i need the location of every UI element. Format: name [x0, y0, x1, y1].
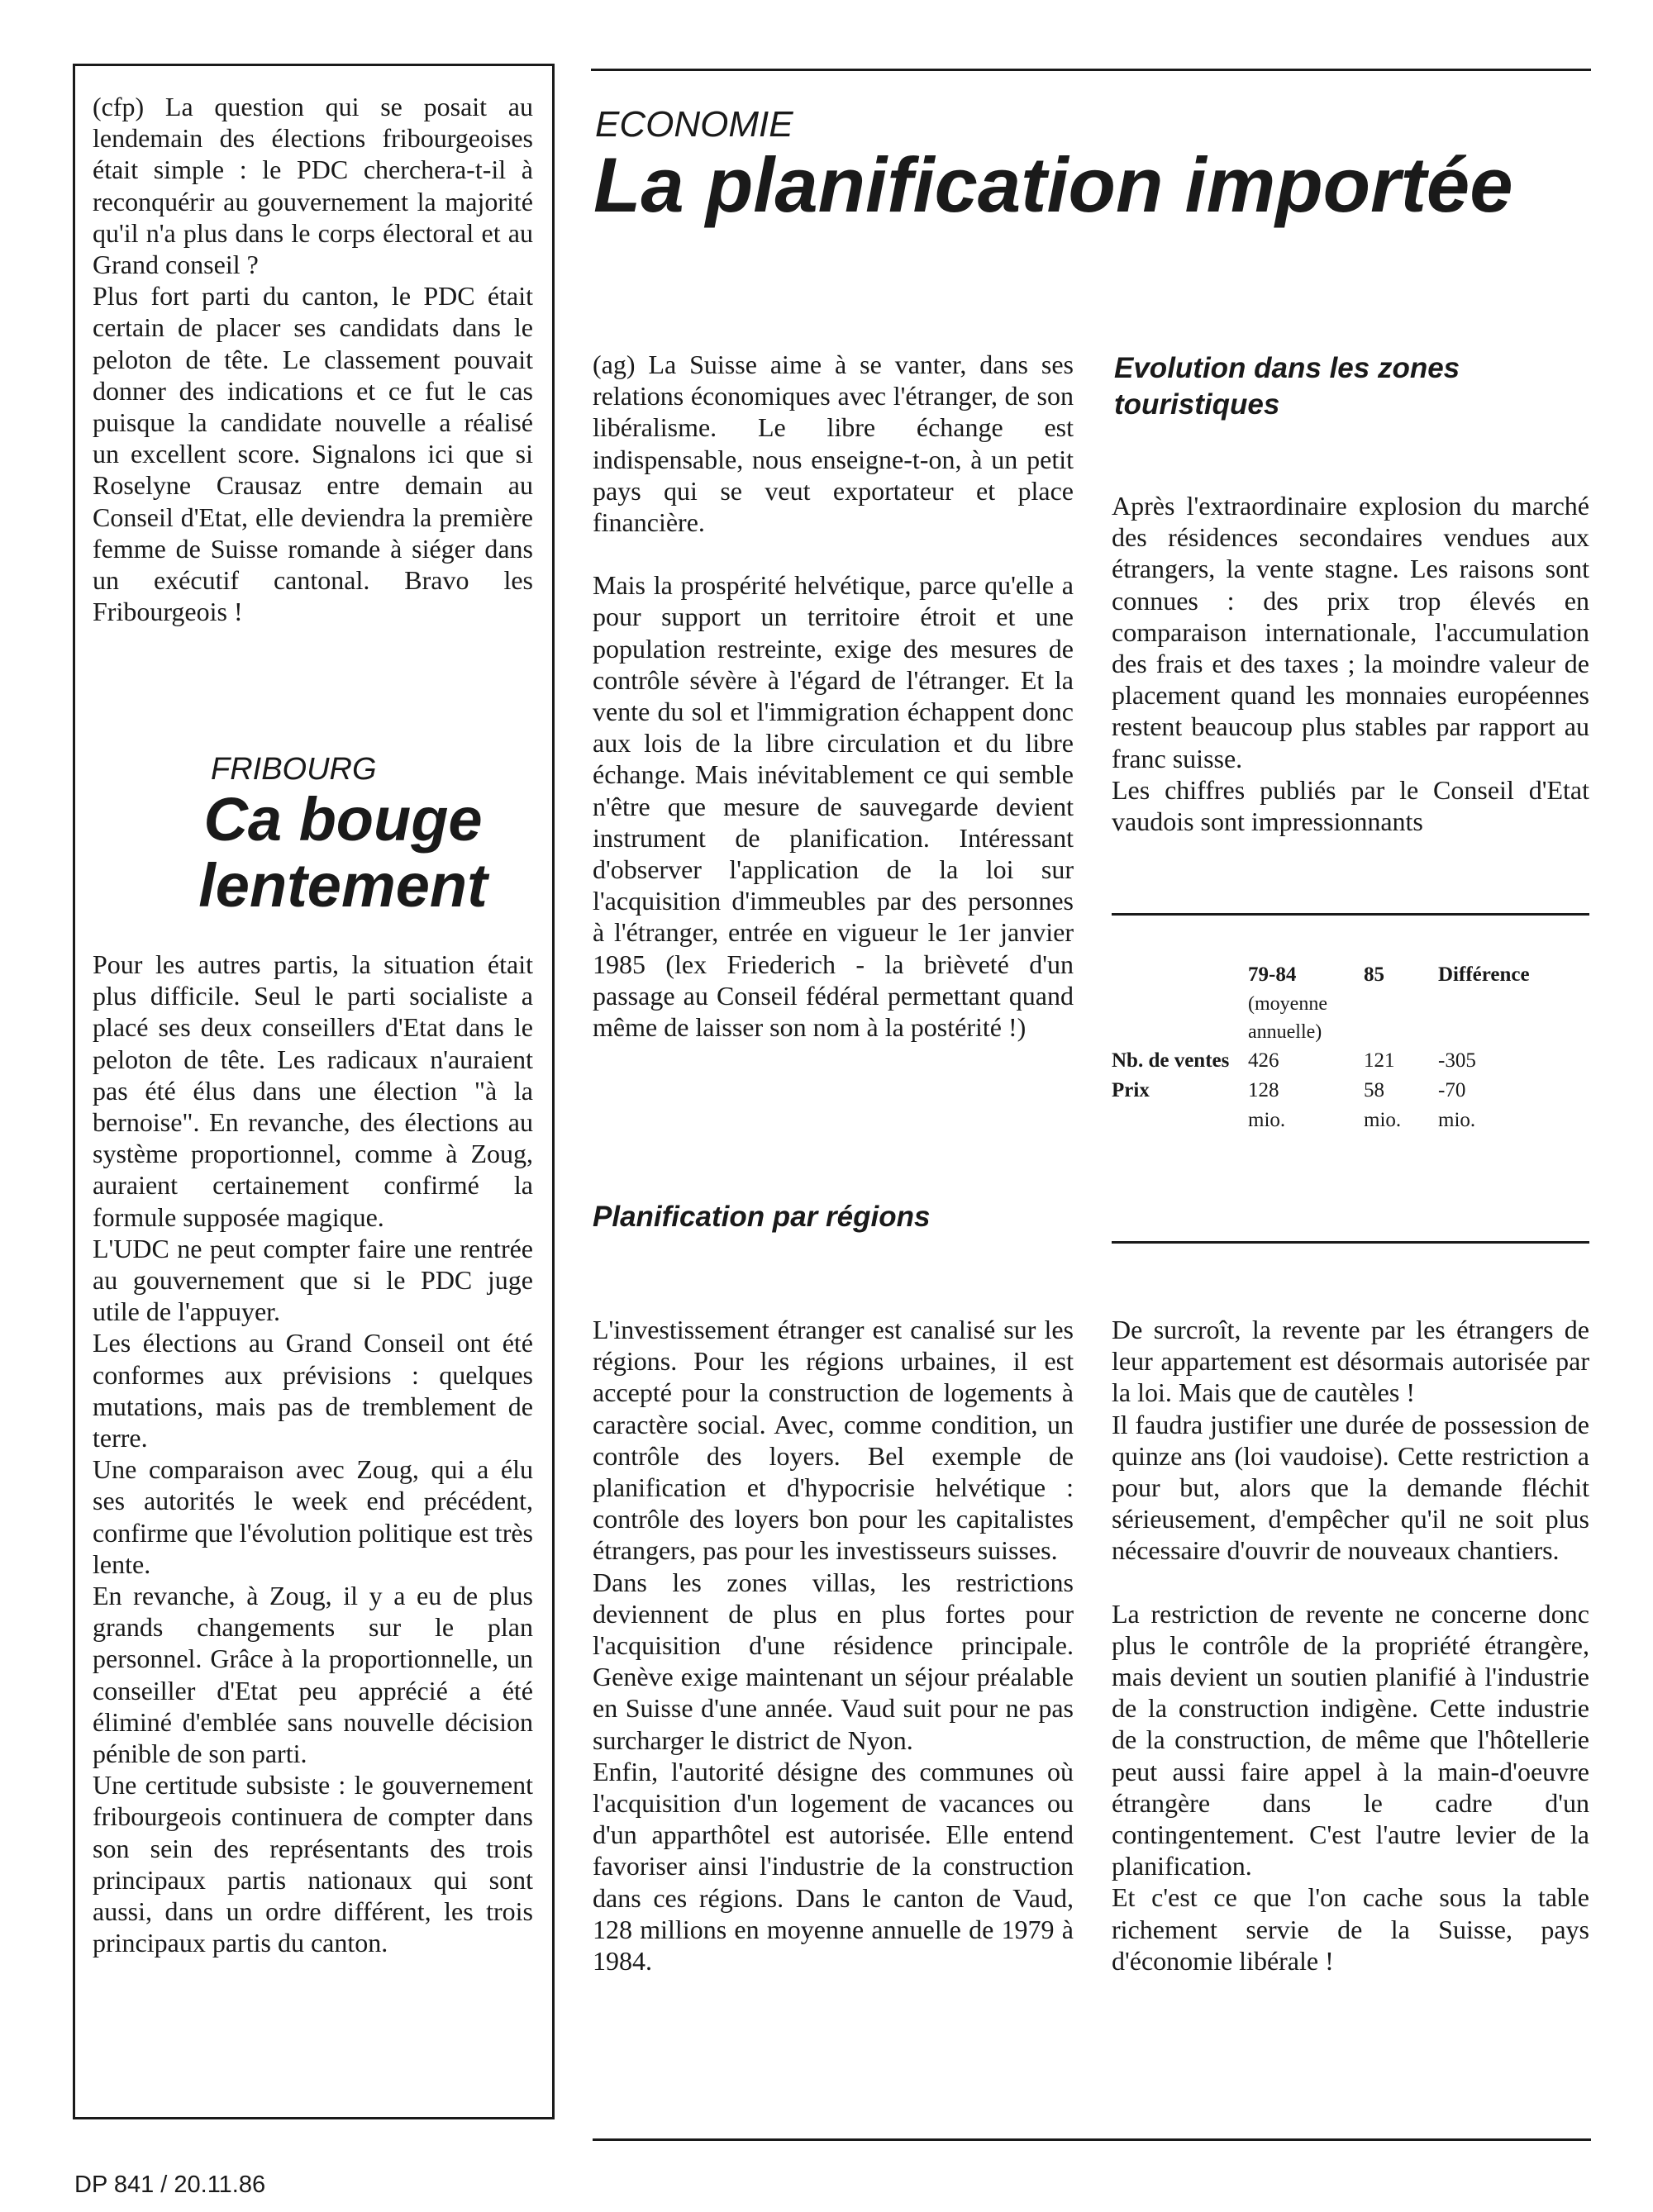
table-header	[1112, 960, 1248, 1046]
paragraph: Plus fort parti du canton, le PDC était certain de placer ses candidats dans le peloton de tête. Le classement pouvait donner des indications et ce fut le cas puisque la candidate nouvelle a réalisé un excellent score. Signalons ici que si Roselyne Crausaz entre demain au Conseil d'Etat, elle deviendra la première femme de Suisse romande à siéger dans un exécutif cantonal. Bravo les Fribourgeois !	[93, 281, 533, 627]
table-row	[1112, 1076, 1589, 1106]
table-cell: -70	[1438, 1079, 1466, 1101]
paragraph: Dans les zones villas, les restrictions deviennent de plus en plus fortes pour l'acquisition d'une résidence principale. Genève exige maintenant un séjour préalable en Suisse d'une année. Vaud suit pour ne pas surcharger le district de Nyon.	[593, 1567, 1074, 1755]
paragraph: Mais la prospérité helvétique, parce qu'elle a pour support un territoire étroit et une population restreinte, exige des mesures de contrôle sévère à l'égard de l'étranger. Et la vente du sol et l'immigration échappent donc aux lois de la libre circulation et du libre échange. Mais inévitablement ce qui semble n'être que mesure de sauvegarde devient instrument de planification. Intéressant d'observer l'application de la loi sur l'acquisition d'immeubles par des personnes à l'étranger, entrée en vigueur le 1er janvier 1985 (lex Friederich - la brièveté d'un passage au Conseil fédéral permettant quand même de laisser son nom à la postérité !)	[593, 570, 1074, 1043]
table-row	[1112, 1106, 1589, 1135]
table-cell: 128	[1248, 1079, 1279, 1101]
table-header-label: 79-84	[1248, 963, 1297, 986]
table-header: Différence	[1438, 963, 1530, 986]
subheading: Evolution dans les zones touristiques	[1114, 352, 1460, 421]
table-cell: -305	[1438, 1049, 1476, 1072]
paragraph: Il faudra justifier une durée de possession de quinze ans (loi vaudoise). Cette restriction a pour but, alors que la demande fléchit sérieusement, d'empêcher qu'il ne soit plus nécessaire d'ouvrir de nouveaux chantiers.	[1112, 1409, 1589, 1566]
paragraph: De surcroît, la revente par les étrangers de leur appartement est désormais autorisée par la loi. Mais que de cautèles !	[1112, 1315, 1589, 1408]
paragraph: Une comparaison avec Zoug, qui a élu ses autorités le week end précédent, confirme que l'évolution politique est très lente.	[93, 1454, 533, 1579]
table-cell: 426	[1248, 1049, 1279, 1072]
paragraph: Et c'est ce que l'on cache sous la table richement servie de la Suisse, pays d'économie libérale !	[1112, 1882, 1589, 1976]
row-label: Nb. de ventes	[1112, 1049, 1230, 1072]
paragraph: Les chiffres publiés par le Conseil d'Etat vaudois sont impressionnants	[1112, 774, 1589, 837]
page-footer: DP 841 / 20.11.86	[74, 2172, 266, 2198]
paragraph: La restriction de revente ne concerne donc plus le contrôle de la propriété étrangère, mais devient un soutien planifié à l'industrie de la construction indigène. Cette industrie de la construction, de même que l'hôtellerie peut aussi faire appel à la main-d'oeuvre étrangère dans le cadre d'un contingentement. C'est l'autre levier de la planification.	[1112, 1598, 1589, 1881]
left-article-intro	[93, 91, 533, 627]
subheading: Planification par régions	[593, 1201, 931, 1233]
main-article-col2-cont	[1112, 1314, 1589, 1977]
paragraph: Pour les autres partis, la situation était plus difficile. Seul le parti socialiste a placé ses deux conseillers d'Etat dans le peloton de tête. Les radicaux n'auraient pas été élus dans une élection "à la bernoise". En revanche, des élections au système proportionnel, comme à Zoug, auraient certainement confirmé la formule supposée magique.	[93, 949, 533, 1232]
main-article-col2	[1112, 490, 1589, 837]
sales-table	[1112, 960, 1589, 1135]
table-header: 85	[1364, 963, 1384, 986]
paragraph: Les élections au Grand Conseil ont été conformes aux prévisions : quelques mutations, mais pas de tremblement de terre.	[93, 1328, 533, 1453]
table-header-note: (moyenne annuelle)	[1248, 993, 1327, 1043]
main-article-col1	[593, 349, 1074, 1043]
table-cell: mio.	[1438, 1109, 1476, 1131]
paragraph: L'investissement étranger est canalisé sur les régions. Pour les régions urbaines, il est accepté pour la construction de logements à caractère social. Avec, comme condition, un contrôle des loyers. Bel exemple de planification et d'hypocrisie helvétique : contrôle des loyers bon pour les capitalistes étrangers, pas pour les investisseurs suisses.	[593, 1315, 1074, 1566]
table-cell: 58	[1364, 1079, 1384, 1101]
main-title: La planification importée	[593, 141, 1513, 228]
divider-rule	[1112, 913, 1589, 916]
divider-rule	[593, 2138, 1591, 2141]
paragraph: L'UDC ne peut compter faire une rentrée au gouvernement que si le PDC juge utile de l'appuyer.	[93, 1233, 533, 1327]
paragraph: En revanche, à Zoug, il y a eu de plus grands changements sur le plan personnel. Grâce à la proportionnelle, un conseiller d'Etat peu apprécié a été éliminé d'emblée sans nouvelle décision pénible de son parti.	[93, 1581, 533, 1769]
divider-rule	[591, 69, 1591, 71]
table-cell: 121	[1364, 1049, 1395, 1072]
table-row	[1112, 1046, 1589, 1076]
paragraph: (cfp) La question qui se posait au lendemain des élections fribourgeoises était simple : le PDC cherchera-t-il à reconquérir au gouvernement la majorité qu'il n'a plus dans le corps électoral et au Grand conseil ?	[93, 92, 533, 280]
main-article-col1-cont	[593, 1314, 1074, 1977]
section-kicker: ECONOMIE	[595, 104, 793, 145]
divider-rule	[1112, 1241, 1589, 1244]
table-cell: mio.	[1248, 1109, 1286, 1131]
paragraph: Après l'extraordinaire explosion du marché des résidences secondaires vendues aux étrangers, la vente stagne. Les raisons sont connues : des prix trop élevés en comparaison internationale, l'accumulation des frais et des taxes ; la moindre valeur de placement quand les monnaies européennes restent beaucoup plus stables par rapport au franc suisse.	[1112, 491, 1589, 773]
paragraph: Une certitude subsiste : le gouvernement fribourgeois continuera de compter dans son sein des représentants des trois principaux partis nationaux qui sont aussi, dans un ordre différent, les trois principaux partis du canton.	[93, 1770, 533, 1958]
paragraph: Enfin, l'autorité désigne des communes où l'acquisition d'un logement de vacances ou d'un apparthôtel est autorisée. Elle entend favoriser ainsi l'industrie de la construction dans ces régions. Dans le canton de Vaud, 128 millions en moyenne annuelle de 1979 à 1984.	[593, 1756, 1074, 1977]
section-kicker: FRIBOURG	[211, 752, 377, 787]
table-header	[1248, 960, 1364, 1046]
paragraph: (ag) La Suisse aime à se vanter, dans ses relations économiques avec l'étranger, de son libéralisme. Le libre échange est indispensable, nous enseigne-t-on, à un petit pays qui se veut exportateur et place financière.	[593, 350, 1074, 538]
article-title: Ca bouge lentement	[198, 785, 488, 920]
left-article-body	[93, 949, 533, 1959]
table-cell: mio.	[1364, 1109, 1402, 1131]
row-label: Prix	[1112, 1079, 1150, 1101]
